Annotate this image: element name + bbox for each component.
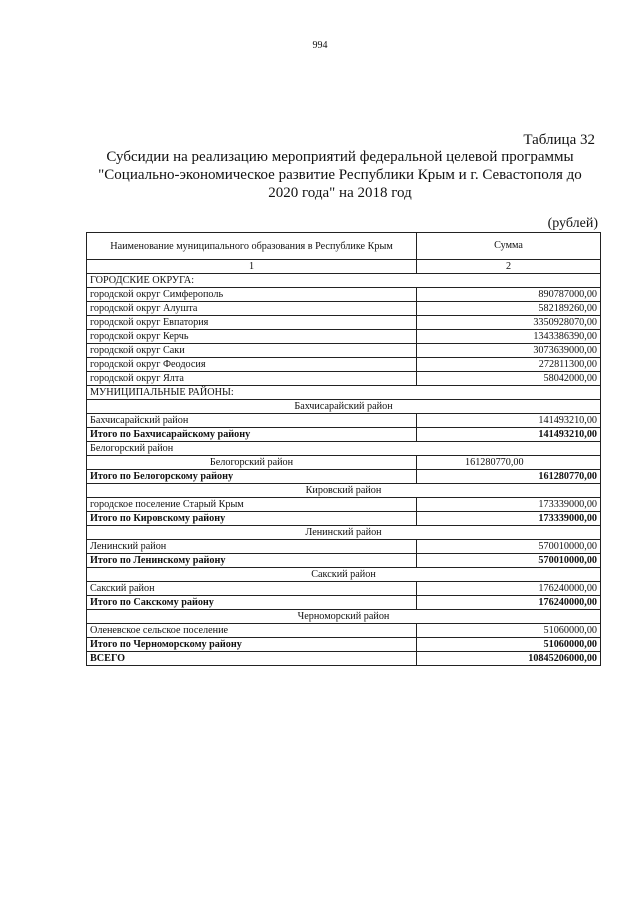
district-title: Ленинский район [87, 526, 601, 540]
grand-total-sum: 10845206000,00 [417, 652, 601, 666]
table-row [87, 344, 601, 358]
units-label: (рублей) [547, 216, 598, 231]
title-line-3: 2020 года" на 2018 год [268, 185, 412, 201]
table-row [87, 358, 601, 372]
column-header-sum: Сумма [417, 233, 601, 260]
total-name: Итого по Белогорскому району [87, 470, 417, 484]
page-number: 994 [312, 40, 328, 51]
section-row-districts [87, 386, 601, 400]
total-row [87, 638, 601, 652]
row-sum: 51060000,00 [417, 624, 601, 638]
grand-total-name: ВСЕГО [87, 652, 417, 666]
row-name: городской округ Саки [87, 344, 417, 358]
table-title [60, 148, 620, 202]
row-name: городской округ Ялта [87, 372, 417, 386]
row-name: Сакский район [87, 582, 417, 596]
district-title: Черноморский район [87, 610, 601, 624]
row-sum: 161280770,00 [417, 456, 601, 470]
table-row [87, 372, 601, 386]
total-sum: 176240000,00 [417, 596, 601, 610]
total-name: Итого по Бахчисарайскому району [87, 428, 417, 442]
row-sum: 1343386390,00 [417, 330, 601, 344]
row-sum: 141493210,00 [417, 414, 601, 428]
total-sum: 141493210,00 [417, 428, 601, 442]
row-name: городской округ Алушта [87, 302, 417, 316]
district-title-row [87, 400, 601, 414]
table-row [87, 540, 601, 554]
row-name: городской округ Евпатория [87, 316, 417, 330]
table-row [87, 288, 601, 302]
district-title: Кировский район [87, 484, 601, 498]
table-row [87, 624, 601, 638]
total-name: Итого по Кировскому району [87, 512, 417, 526]
district-title-row [87, 526, 601, 540]
district-title: Бахчисарайский район [87, 400, 601, 414]
row-name: Бахчисарайский район [87, 414, 417, 428]
district-title-row [87, 442, 601, 456]
row-name: городское поселение Старый Крым [87, 498, 417, 512]
total-name: Итого по Ленинскому району [87, 554, 417, 568]
total-name: Итого по Сакскому району [87, 596, 417, 610]
row-sum: 3350928070,00 [417, 316, 601, 330]
subsidies-table [86, 232, 601, 666]
table-number: Таблица 32 [523, 132, 595, 148]
row-sum: 890787000,00 [417, 288, 601, 302]
row-name: городской округ Феодосия [87, 358, 417, 372]
table-row [87, 582, 601, 596]
total-row [87, 512, 601, 526]
total-row [87, 428, 601, 442]
row-sum: 272811300,00 [417, 358, 601, 372]
total-row [87, 596, 601, 610]
title-line-1: Субсидии на реализацию мероприятий федеральной целевой программы [106, 149, 574, 165]
table-row [87, 316, 601, 330]
total-sum: 51060000,00 [417, 638, 601, 652]
total-sum: 173339000,00 [417, 512, 601, 526]
column-index-2: 2 [417, 260, 601, 274]
total-sum: 161280770,00 [417, 470, 601, 484]
district-title-row [87, 568, 601, 582]
row-sum: 58042000,00 [417, 372, 601, 386]
row-name: Ленинский район [87, 540, 417, 554]
row-name: Белогорский район [87, 456, 417, 470]
row-name: городской округ Керчь [87, 330, 417, 344]
total-sum: 570010000,00 [417, 554, 601, 568]
title-line-2: "Социально-экономическое развитие Республики Крым и г. Севастополя до [98, 167, 582, 183]
row-name: городской округ Симферополь [87, 288, 417, 302]
district-title-row [87, 610, 601, 624]
index-row [87, 260, 601, 274]
table-row [87, 414, 601, 428]
table-row [87, 302, 601, 316]
district-title-row [87, 484, 601, 498]
table-row [87, 456, 601, 470]
table-row [87, 498, 601, 512]
row-name: Оленевское сельское поселение [87, 624, 417, 638]
row-sum: 176240000,00 [417, 582, 601, 596]
row-sum: 173339000,00 [417, 498, 601, 512]
district-title: Сакский район [87, 568, 601, 582]
row-sum: 3073639000,00 [417, 344, 601, 358]
column-index-1: 1 [87, 260, 417, 274]
total-name: Итого по Черноморскому району [87, 638, 417, 652]
row-sum: 570010000,00 [417, 540, 601, 554]
section-heading: МУНИЦИПАЛЬНЫЕ РАЙОНЫ: [87, 386, 601, 400]
district-title: Белогорский район [87, 442, 601, 456]
column-header-name: Наименование муниципального образования в Республике Крым [87, 233, 417, 260]
total-row [87, 554, 601, 568]
total-row [87, 470, 601, 484]
section-heading: ГОРОДСКИЕ ОКРУГА: [87, 274, 601, 288]
grand-total-row [87, 652, 601, 666]
row-sum: 582189260,00 [417, 302, 601, 316]
table-row [87, 330, 601, 344]
header-row [87, 233, 601, 260]
section-row-urban [87, 274, 601, 288]
